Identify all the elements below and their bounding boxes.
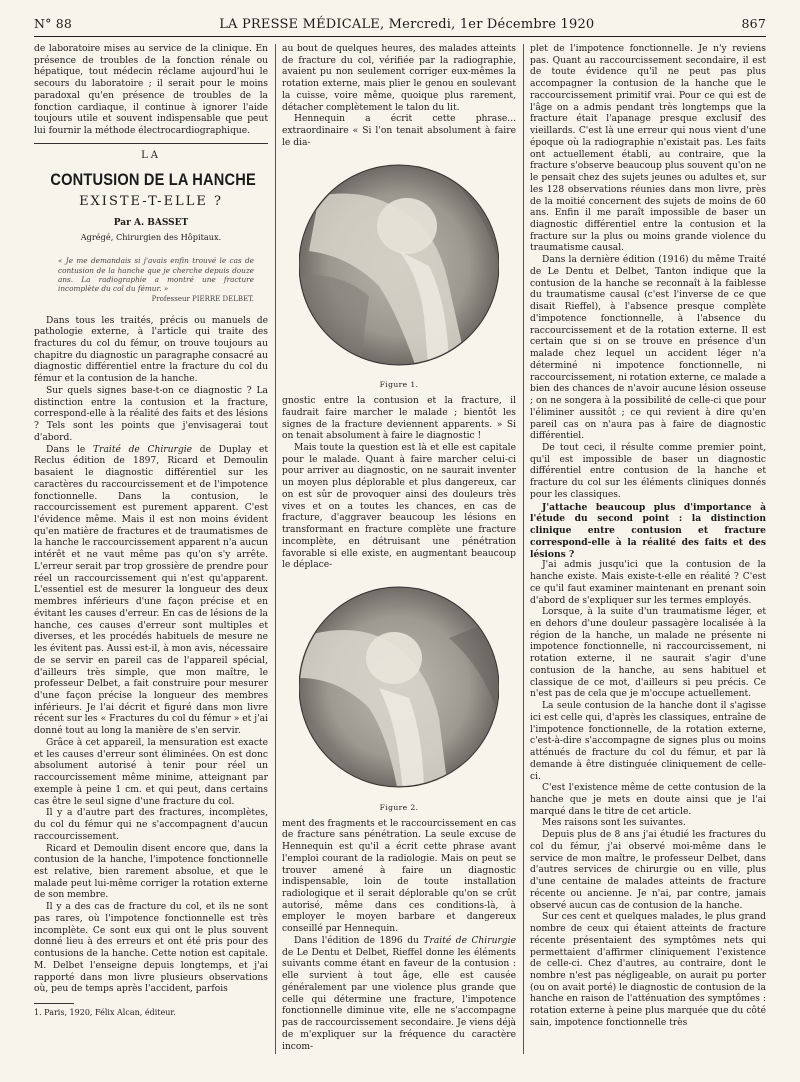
body-paragraph: Depuis plus de 8 ans j'ai étudié les fractures du col du fémur, j'ai observé moi-même dans le service de mon maître, le professeur Delbet, dans d'autres services de chirurgie ou en ville, plus d'une centaine de malades atteints de fracture récente ou ancienne. Je n'ai, par contre, jamais observé aucun cas de contusion de la hanche. <box>530 830 766 911</box>
text-run: Dans le <box>46 444 94 455</box>
intro-paragraph: de laboratoire mises au service de la clinique. En présence de troubles de la fonction rénale ou hépatique, tout médecin réclame aujourd'hui le secours du laboratoire ; il serait pour le moins paradoxal qu'en présence de troubles de la fonction cardiaque, il continue à ignorer l'aide toujours utile et souvent indispensable que peut lui fournir la méthode électrocardiographique. <box>34 44 268 137</box>
column-divider <box>523 44 524 1054</box>
body-paragraph: De tout ceci, il résulte comme premier point, qu'il est impossible de baser un diagnostic différentiel entre contusion de la hanche et fracture du col sur les éléments cliniques donnés pour les classiques. <box>530 442 766 500</box>
article-subtitle: EXISTE-T-ELLE ? <box>79 193 223 209</box>
book-title: Traité de Chirurgie <box>93 444 193 455</box>
article-author: Par A. BASSET <box>113 218 189 229</box>
body-paragraph: Dans la dernière édition (1916) du même Traité de Le Dentu et Delbet, Tanton indique que la contusion de la hanche se reconnaît à la faiblesse du traumatisme causal (c'est l'inverse de ce que disait Rieffel), à l'absence presque complète d'impotence fonctionnelle, à l'absence du raccourcissement et de la rotation externe. Il est certain que si on se trouve en présence d'un malade chez lequel un accident léger n'a déterminé ni impotence fonctionnelle, ni raccourcissement, ni rotation externe, ce malade a bien des chances de n'avoir aucune lésion osseuse ; on ne songera à la possibilité de celle-ci que pour l'éliminer aussitôt ; ce qui revient à dire qu'en pareil cas on n'aura pas à faire de diagnostic différentiel. <box>530 255 766 442</box>
journal-name: LA PRESSE MÉDICALE, <box>219 17 385 32</box>
epigraph-signature: Professeur PIERRE DELBET. <box>151 294 254 303</box>
figure-1 <box>282 156 516 379</box>
column-divider <box>275 44 276 1054</box>
body-paragraph: plet de l'impotence fonctionnelle. Je n'y reviens pas. Quant au raccourcissement secondaire, il est de toute évidence qu'il ne peut pas plus accompagner la contusion de la hanche que le raccourcissement primitif vrai. Pour ce qui est de l'âge on a admis pendant très longtemps que la fracture était l'apanage presque exclusif des vieillards. C'est là une erreur qui nous vient d'une époque où la radiographie n'existait pas. Les faits ont actuellement établi, au contraire, que la fracture s'observe beaucoup plus souvent qu'on ne le pensait chez des sujets jeunes ou adultes et, sur les 128 observations réunies dans mon livre, près de la moitié concernent des sujets de moins de 60 ans. Enfin il me paraît impossible de baser un diagnostic différentiel entre la contusion et la fracture sur la plus ou moins grande violence du traumatisme causal. <box>530 44 766 254</box>
body-paragraph: La seule contusion de la hanche dont il s'agisse ici est celle qui, d'après les classiques, entraîne de l'impotence fonctionnelle, de la rotation externe, c'est-à-dire s'accompagne de signes plus ou moins atténués de fracture du col du fémur, et par là demande à être distinguée cliniquement de celle-ci. <box>530 701 766 782</box>
body-paragraph: J'ai admis jusqu'ici que la contusion de la hanche existe. Mais existe-t-elle en réalité ? C'est ce qu'il faut examiner maintenant en prenant soin d'abord de s'expliquer sur les termes employés. <box>530 560 766 606</box>
page-number: 867 <box>741 16 766 31</box>
section-rule <box>34 143 268 144</box>
body-paragraph-emphasis: J'attache beaucoup plus d'importance à l'étude du second point : la distinction clinique entre contusion et fracture correspond-elle à la réalité des faits et des lésions ? <box>530 501 766 560</box>
body-paragraph: au bout de quelques heures, des malades atteints de fracture du col, vérifiée par la radiographie, avaient pu non seulement corriger eux-mêmes la rotation externe, mais plier le genou en soulevant la cuisse, voire même, quoique plus rarement, détacher complètement le talon du lit. <box>282 44 516 113</box>
body-paragraph: ment des fragments et le raccourcissement en cas de fracture sans pénétration. La seule excuse de Hennequin est qu'il a écrit cette phrase avant l'emploi courant de la radiologie. Mais on peut se trouver amené à faire un diagnostic indispensable, loin de toute installation radiologique et il serait déplorable qu'on se crût autorisé, même dans ces conditions-là, à employer le moyen barbare et dangereux conseillé par Hennequin. <box>282 818 516 935</box>
figure-2 <box>282 578 516 801</box>
xray-image <box>299 578 499 796</box>
body-paragraph <box>34 445 268 738</box>
body-paragraph: Il y a d'autre part des fractures, incomplètes, du col du fémur qui ne s'accompagnent d'aucun raccourcissement. <box>34 808 268 842</box>
epigraph <box>58 256 254 303</box>
body-paragraph: Sur quels signes base-t-on ce diagnostic ? La distinction entre la contusion et la fracture, correspond-elle à la réalité des faits et des lésions ? Tels sont les points que j'envisagerai tout d'abord. <box>34 385 268 443</box>
body-paragraph: Ricard et Demoulin disent encore que, dans la contusion de la hanche, l'impotence fonctionnelle est relative, bien rarement absolue, et que le malade peut lui-même corriger la rotation externe de son membre. <box>34 843 268 901</box>
text-run: de Le Dentu et Delbet, Rieffel donne les éléments suivants comme étant en faveur de la contusion : elle survient à tout âge, elle est causée généralement par une violence plus grande que celle qui détermine une fracture, l'impotence fonctionnelle diminue vite, elle ne s'accompagne pas de raccourcissement secondaire. Je viens déjà de m'expliquer sur la fréquence du caractère incom- <box>282 947 516 1052</box>
text-run: de Duplay et Reclus édition de 1897, Ricard et Demoulin basaient le diagnostic différentiel sur les caractères du raccourcissement et de l'impotence fonctionnelle. Dans la contusion, le raccourcissement est purement apparent. C'est l'évidence même. Mais il est non moins évident qu'en matière de fractures et de traumatismes de la hanche le raccourcissement apparent n'a aucun intérêt et ne vaut même pas qu'on s'y arrête. L'erreur serait par trop grossière de prendre pour réel un raccourcissement qui n'est qu'apparent. L'essentiel est de mesurer la longueur des deux membres inférieurs d'une façon précise et en évitant les causes d'erreur. En cas de lésions de la hanche, ces causes d'erreur sont multiples et diverses, et les procédés habituels de mesure ne les évitent pas. Aussi est-il, à mon avis, nécessaire de se servir en pareil cas de l'appareil spécial, d'ailleurs très simple, que mon maître, le professeur Delbet, a fait construire pour mesurer d'une façon précise la longueur des membres inférieurs. Je l'ai décrit et figuré dans mon livre récent sur les « Fractures du col du fémur » et j'ai donné tout au long la manière de s'en servir. <box>34 444 268 737</box>
figure-2-caption: Figure 2. <box>379 802 419 812</box>
article-title: CONTUSION DE LA HANCHE <box>50 169 256 189</box>
body-paragraph: Grâce à cet appareil, la mensuration est exacte et les causes d'erreur sont éliminées. On est donc absolument autorisé à tenir pour réel un raccourcissement même minime, atteignant par exemple à peine 1 cm. et qui peut, dans certains cas être le seul signe d'une fracture du col. <box>34 737 268 807</box>
column-2 <box>282 44 516 1059</box>
issue-date: Mercredi, 1er Décembre 1920 <box>388 17 595 32</box>
journal-line <box>219 17 594 32</box>
body-paragraph: Mes raisons sont les suivantes. <box>542 818 686 829</box>
column-1 <box>34 44 268 1059</box>
column-3 <box>530 44 766 1059</box>
body-paragraph: C'est l'existence même de cette contusion de la hanche que je mets en doute ainsi que je l'ai marqué dans le titre de cet article. <box>530 783 766 817</box>
body-paragraph <box>282 936 516 1053</box>
article-kicker: LA <box>141 149 161 161</box>
figure-1-caption: Figure 1. <box>379 380 419 390</box>
running-header <box>34 16 766 34</box>
footnote: 1. Paris, 1920, Félix Alcan, éditeur. <box>34 1008 176 1018</box>
body-paragraph: Dans tous les traités, précis ou manuels de pathologie externe, à l'article qui traite des fractures du col du fémur, on trouve toujours au chapitre du diagnostic un paragraphe consacré au diagnostic différentiel entre la fracture du col du fémur et la contusion de la hanche. <box>34 315 268 385</box>
body-paragraph: Lorsque, à la suite d'un traumatisme léger, et en dehors d'une douleur passagère localisée à la région de la hanche, un malade ne présente ni impotence fonctionnelle, ni raccourcissement, ni rotation externe, il ne saurait s'agir d'une contusion de la hanche, au sens habituel et classique de ce mot, d'ailleurs si peu précis. Ce n'est pas de cela que je m'occupe actuellement. <box>530 607 766 700</box>
body-paragraph: Mais toute la question est là et elle est capitale pour le malade. Quant à faire marcher celui-ci pour arriver au diagnostic, on ne saurait inventer un moyen plus déplorable et plus dangereux, car on est sûr de provoquer ainsi des douleurs très vives et on a toutes les chances, en cas de fracture, d'aggraver beaucoup les lésions en transformant en fracture complète une fracture incomplète, en détruisant une pénétration favorable si elle existe, en augmentant beaucoup le déplace- <box>282 443 516 571</box>
body-paragraph: Hennequin a écrit cette phrase... extraordinaire « Si l'on tenait absolument à faire le dia- <box>282 114 516 148</box>
author-affiliation: Agrégé, Chirurgien des Hôpitaux. <box>80 231 222 242</box>
body-paragraph: Il y a des cas de fracture du col, et ils ne sont pas rares, où l'impotence fonctionnelle est très incomplète. Ce sont eux qui ont le plus souvent donné lieu à des erreurs et ont été pris pour des contusions de la hanche. Cette notion est capitale. M. Delbet l'enseigne depuis longtemps, et j'ai rapporté dans mon livre plusieurs observations où, peu de temps après l'accident, parfois <box>34 902 268 995</box>
issue-number: N° 88 <box>34 16 73 31</box>
footnote-rule <box>34 1003 74 1004</box>
body-paragraph: gnostic entre la contusion et la fracture, il faudrait faire marcher le malade ; bientôt les signes de la fracture deviennent apparents. » Si on tenait absolument à faire le diagnostic ! <box>282 396 516 442</box>
header-rule <box>34 36 766 37</box>
epigraph-text: « Je me demandais si j'avais enfin trouvé le cas de contusion de la hanche que je cherche depuis douze ans. La radiographie a montré une fracture incomplète du col du fémur. » <box>58 256 254 294</box>
xray-image <box>299 156 499 374</box>
body-paragraph: Sur ces cent et quelques malades, le plus grand nombre de ceux qui étaient atteints de fracture récente présentaient des symptômes nets qui permettaient d'affirmer cliniquement l'existence de celle-ci. Chez d'autres, au contraire, dont le nombre n'est pas négligeable, on aurait pu porter (ou on avait porté) le diagnostic de contusion de la hanche en raison de l'atténuation des symptômes : rotation externe à peine plus marquée que du côté sain, impotence fonctionnelle très <box>530 912 766 1028</box>
text-run: Dans l'édition de 1896 du <box>294 935 424 946</box>
book-title: Traité de Chirurgie <box>423 935 516 946</box>
